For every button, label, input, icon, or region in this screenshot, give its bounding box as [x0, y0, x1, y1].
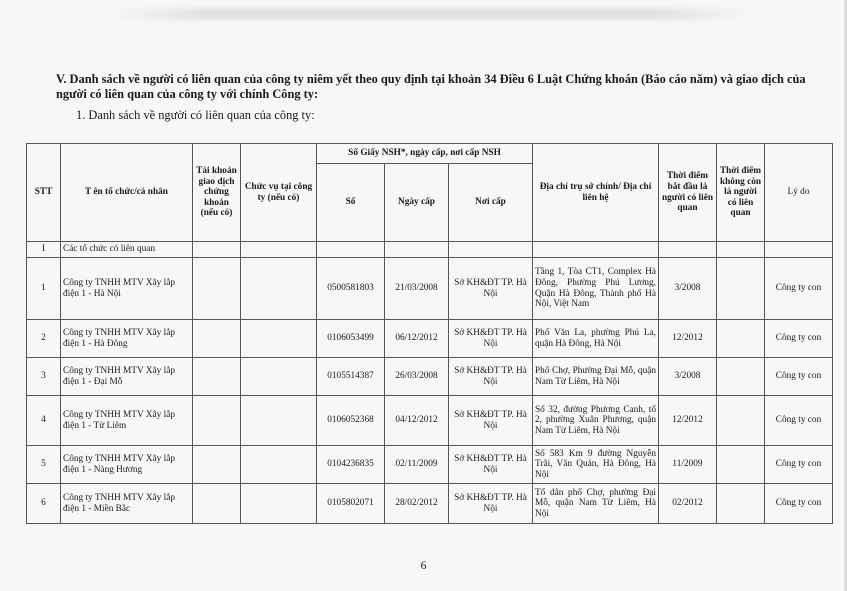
row-number: 0500581803 — [317, 258, 385, 320]
row-reason: Công ty con — [765, 358, 833, 396]
row-start-time: 3/2008 — [659, 358, 717, 396]
row-issue-place: Sở KH&ĐT TP. Hà Nội — [449, 446, 533, 484]
row-issue-place: Sở KH&ĐT TP. Hà Nội — [449, 396, 533, 446]
row-name: Công ty TNHH MTV Xây lắp điện 1 - Nàng Hương — [61, 446, 193, 484]
row-issue-date: 06/12/2012 — [385, 320, 449, 358]
row-reason: Công ty con — [765, 320, 833, 358]
row-issue-date: 28/02/2012 — [385, 484, 449, 524]
row-end-time — [717, 396, 765, 446]
row-name: Công ty TNHH MTV Xây lắp điện 1 - Đại Mỗ — [61, 358, 193, 396]
row-position — [241, 258, 317, 320]
row-position — [241, 396, 317, 446]
header-nsh-group: Số Giấy NSH*, ngày cấp, nơi cấp NSH — [317, 144, 533, 164]
row-stt: 3 — [27, 358, 61, 396]
header-stt: STT — [27, 144, 61, 242]
row-end-time — [717, 320, 765, 358]
table-row — [27, 446, 833, 484]
row-account — [193, 358, 241, 396]
row-reason: Công ty con — [765, 396, 833, 446]
related-parties-table — [26, 143, 833, 524]
row-end-time — [717, 446, 765, 484]
row-end-time — [717, 258, 765, 320]
row-account — [193, 396, 241, 446]
row-issue-place: Sở KH&ĐT TP. Hà Nội — [449, 484, 533, 524]
row-start-time: 3/2008 — [659, 258, 717, 320]
row-start-time: 11/2009 — [659, 446, 717, 484]
row-address: Phố Văn La, phường Phú La, quận Hà Đông, Hà Nội — [533, 320, 659, 358]
row-issue-date: 04/12/2012 — [385, 396, 449, 446]
table-row — [27, 358, 833, 396]
row-address: Tầng 1, Tòa CT1, Complex Hà Đông, Phường Phú Lương, Quận Hà Đông, Thành phố Hà Nội, Việt Nam — [533, 258, 659, 320]
row-reason: Công ty con — [765, 484, 833, 524]
row-stt: 6 — [27, 484, 61, 524]
row-number: 0104236835 — [317, 446, 385, 484]
row-stt: 5 — [27, 446, 61, 484]
row-start-time: 12/2012 — [659, 320, 717, 358]
header-reason: Lý do — [765, 144, 833, 242]
table-row — [27, 396, 833, 446]
row-name: Công ty TNHH MTV Xây lắp điện 1 - Miền Bắc — [61, 484, 193, 524]
row-issue-date: 02/11/2009 — [385, 446, 449, 484]
row-name: Công ty TNHH MTV Xây lắp điện 1 - Hà Nội — [61, 258, 193, 320]
row-stt: 1 — [27, 258, 61, 320]
section-row — [27, 242, 833, 258]
section-heading: V. Danh sách về người có liên quan của công ty niêm yết theo quy định tại khoản 34 Điều 6 Luật Chứng khoán (Báo cáo năm) và giao dịch của người có liên quan của công ty với chính Công ty: — [56, 72, 806, 101]
row-position — [241, 446, 317, 484]
header-account: Tài khoản giao dịch chứng khoán (nếu có) — [193, 144, 241, 242]
faded-header — [110, 8, 750, 20]
header-number: Số — [317, 164, 385, 242]
row-end-time — [717, 358, 765, 396]
row-name: Công ty TNHH MTV Xây lắp điện 1 - Từ Liêm — [61, 396, 193, 446]
row-account — [193, 484, 241, 524]
row-issue-date: 21/03/2008 — [385, 258, 449, 320]
row-account — [193, 320, 241, 358]
row-stt: 2 — [27, 320, 61, 358]
section-index: I — [27, 242, 61, 258]
row-address: Tổ dân phố Chợ, phường Đại Mỗ, quận Nam Từ Liêm, Hà Nội — [533, 484, 659, 524]
row-position — [241, 320, 317, 358]
row-number: 0105802071 — [317, 484, 385, 524]
subsection-heading: 1. Danh sách về người có liên quan của công ty: — [76, 108, 315, 122]
row-address: Số 32, đường Phương Canh, tổ 2, phường Xuân Phương, quận Nam Từ Liêm, Hà Nội — [533, 396, 659, 446]
page-number: 6 — [420, 560, 427, 572]
header-position: Chức vụ tại công ty (nếu có) — [241, 144, 317, 242]
header-end-time: Thời điểm không còn là người có liên quan — [717, 144, 765, 242]
table-row — [27, 320, 833, 358]
row-end-time — [717, 484, 765, 524]
row-reason: Công ty con — [765, 446, 833, 484]
section-title: Các tổ chức có liên quan — [61, 242, 193, 258]
row-issue-place: Sở KH&ĐT TP. Hà Nội — [449, 258, 533, 320]
row-address: Số 583 Km 9 đường Nguyễn Trãi, Văn Quán, Hà Đông, Hà Nội — [533, 446, 659, 484]
row-account — [193, 446, 241, 484]
row-name: Công ty TNHH MTV Xây lắp điện 1 - Hà Đông — [61, 320, 193, 358]
row-address: Phố Chợ, Phường Đại Mỗ, quận Nam Từ Liêm, Hà Nội — [533, 358, 659, 396]
row-issue-place: Sở KH&ĐT TP. Hà Nội — [449, 320, 533, 358]
row-number: 0106052368 — [317, 396, 385, 446]
row-stt: 4 — [27, 396, 61, 446]
header-issue-date: Ngày cấp — [385, 164, 449, 242]
row-account — [193, 258, 241, 320]
row-start-time: 12/2012 — [659, 396, 717, 446]
table-row — [27, 258, 833, 320]
row-issue-date: 26/03/2008 — [385, 358, 449, 396]
row-position — [241, 484, 317, 524]
header-start-time: Thời điểm bắt đầu là người có liên quan — [659, 144, 717, 242]
row-reason: Công ty con — [765, 258, 833, 320]
row-number: 0105514387 — [317, 358, 385, 396]
table-row — [27, 484, 833, 524]
header-issue-place: Nơi cấp — [449, 164, 533, 242]
header-address: Địa chỉ trụ sở chính/ Địa chỉ liên hệ — [533, 144, 659, 242]
row-number: 0106053499 — [317, 320, 385, 358]
header-name: T ên tổ chức/cá nhân — [61, 144, 193, 242]
row-start-time: 02/2012 — [659, 484, 717, 524]
row-position — [241, 358, 317, 396]
row-issue-place: Sở KH&ĐT TP. Hà Nội — [449, 358, 533, 396]
